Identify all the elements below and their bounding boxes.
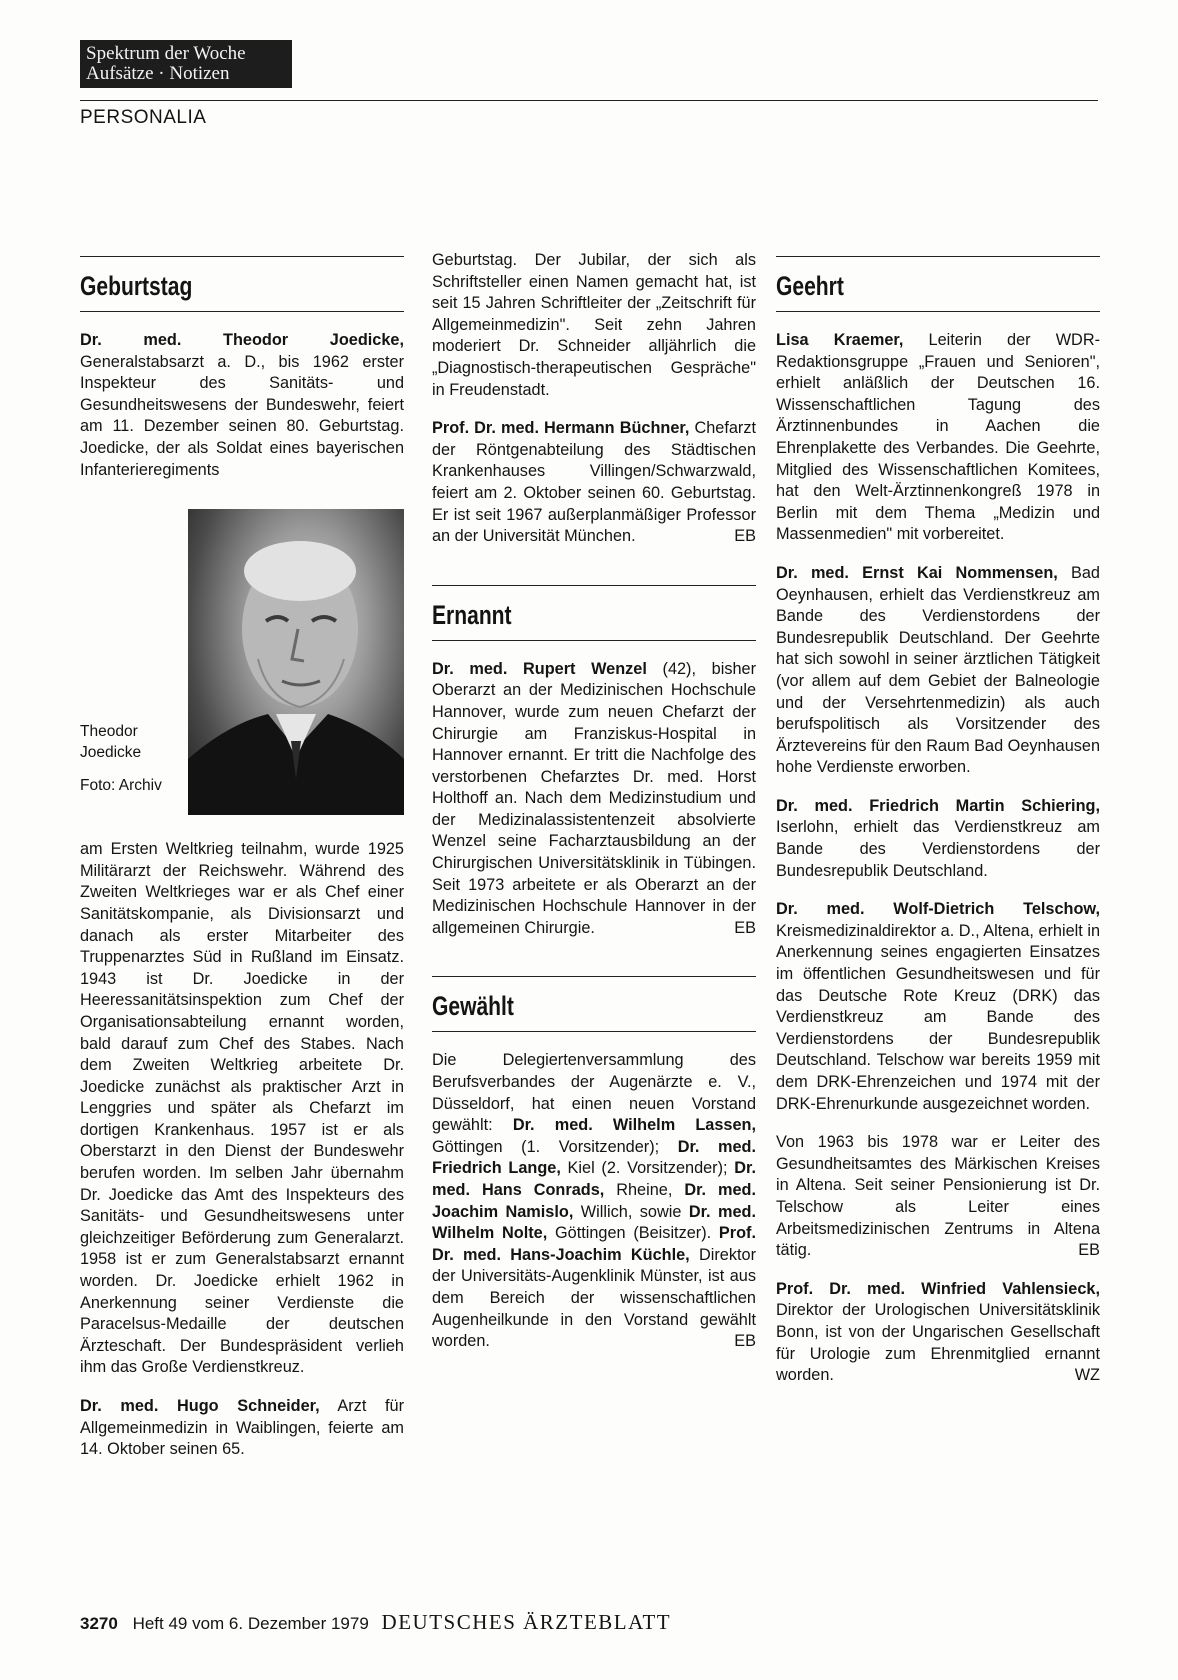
person-name: Dr. med. Joachim Namislo, bbox=[432, 1181, 756, 1221]
photo-caption-name: Theodor Joedicke bbox=[80, 723, 142, 762]
article-text: Generalstabsarzt a. D., bis 1962 erster Inspekteur des Sanitäts- und Gesundheitswesens der Bundeswehr, feiert am 11. Dezember seinen 80. Geburtstag. Joedicke, der als Soldat eines bayerischen Infanterieregiments bbox=[80, 352, 404, 479]
column-2 bbox=[432, 250, 756, 1353]
article-schiering bbox=[776, 796, 1100, 882]
article-kraemer bbox=[776, 330, 1100, 546]
article-wenzel bbox=[432, 659, 756, 940]
person-name: Dr. med. Hugo Schneider, bbox=[80, 1397, 320, 1415]
author-signature: EB bbox=[1078, 1241, 1100, 1260]
author-signature: WZ bbox=[1074, 1366, 1100, 1385]
person-name: Dr. med. Wilhelm Lassen, bbox=[512, 1116, 756, 1135]
article-text: Leiterin der WDR-Redaktionsgruppe „Frauen und Senioren", erhielt anläßlich der Deutschen 16. Wissenschaftlichen Tagung des Ärztinnenbundes in Aachen die Ehrenplakette des Verbandes. Die Geehrte, Mitglied des Wissenschaftlichen Komitees, hat den Welt-Ärztinnenkongreß 1978 in Berlin mit dem Thema „Medizin und Massenmedien" mit vorbereitet. bbox=[776, 331, 1100, 544]
article-text: Chefarzt der Röntgenabteilung des Städtischen Krankenhauses Villingen/Schwarzwald, feiert am 2. Oktober seinen 60. Geburtstag. Er ist seit 1967 außerplanmäßiger Professor an der Universität München. bbox=[432, 419, 756, 546]
person-name: Prof. Dr. med. Winfried Vahlensieck, bbox=[776, 1279, 1100, 1298]
article-augenaerzte bbox=[432, 1050, 756, 1352]
portrait-photo bbox=[188, 509, 404, 815]
article-nommensen bbox=[776, 563, 1100, 779]
article-schneider-body: Geburtstag. Der Jubilar, der sich als Schriftsteller einen Namen gemacht hat, ist seit 15 Jahren Schriftleiter der „Zeitschrift für Allgemeinmedizin". Seit zehn Jahren moderiert Dr. Schneider alljährlich die „Diagnostisch-therapeutischen Gespräche" in Freudenstadt. bbox=[432, 251, 756, 399]
article-text: Direktor der Universitäts-Augenklinik Münster, ist aus dem Bereich der wissenschaftlichen Augenheilkunde in den Vorstand gewählt worden. bbox=[432, 1245, 756, 1351]
person-name: Dr. med. Ernst Kai Nommensen, bbox=[776, 563, 1058, 582]
article-text: Direktor der Urologischen Universitätsklinik Bonn, ist von der Ungarischen Gesellschaft für Urologie zum Ehrenmitglied ernannt worden. bbox=[776, 1301, 1100, 1385]
person-name: Dr. med. Wilhelm Nolte, bbox=[432, 1202, 756, 1243]
article-joedicke-intro bbox=[80, 330, 404, 481]
article-text: Iserlohn, erhielt das Verdienstkreuz am Bande des Verdienstordens der Bundesrepublik Deutschland. bbox=[776, 818, 1100, 880]
journal-name: DEUTSCHES ÄRZTEBLATT bbox=[381, 1610, 672, 1634]
person-name: Dr. med. Theodor Joedicke, bbox=[80, 331, 404, 349]
article-telschow-cont bbox=[776, 1132, 1100, 1262]
person-name: Dr. med. Friedrich Martin Schiering, bbox=[776, 796, 1100, 815]
rubric-geehrt bbox=[776, 256, 1100, 312]
article-text: Kiel (2. Vorsitzender); bbox=[560, 1159, 735, 1178]
article-text: Bad Oeynhausen, erhielt das Verdienstkreuz am Bande des Verdienstordens der Bundesrepublik Deutschland. Der Geehrte hat sich sowohl in seiner ärztlichen Tätigkeit (vor allem auf dem Gebiet der Balneologie und der Versehrtenmedizin) als auch berufspolitisch als Vorsitzender des Ärztevereins für den Raum Bad Oeynhausen hohe Verdienste erworben. bbox=[776, 563, 1100, 777]
article-text: Von 1963 bis 1978 war er Leiter des Gesundheitsamtes des Märkischen Kreises in Altena. Seit seiner Pensionierung ist Dr. Telschow als Leiter eines Arbeitsmedizinischen Zentrums in Altena tätig. bbox=[776, 1133, 1100, 1260]
heading-geburtstag: Geburtstag bbox=[80, 271, 193, 301]
article-buechner bbox=[432, 418, 756, 548]
article-text: Die Delegiertenversammlung des Berufsverbandes der Augenärzte e. V., Düsseldorf, hat einen neuen Vorstand gewählt: bbox=[432, 1051, 756, 1135]
masthead bbox=[80, 40, 292, 88]
column-3 bbox=[776, 256, 1100, 1387]
heading-gewaehlt: Gewählt bbox=[432, 991, 514, 1022]
portrait-illustration bbox=[188, 509, 404, 815]
top-rule bbox=[80, 100, 1098, 101]
section-label: PERSONALIA bbox=[80, 107, 207, 128]
person-name: Dr. med. Wolf-Dietrich Telschow, bbox=[776, 900, 1100, 919]
photo-block bbox=[80, 509, 404, 831]
article-text: Arzt für Allgemeinmedizin in Waiblingen, feierte am 14. Oktober seinen 65. bbox=[80, 1397, 405, 1459]
masthead-line1: Spektrum der Woche bbox=[86, 43, 246, 64]
article-telschow bbox=[776, 899, 1100, 1115]
rubric-ernannt bbox=[432, 585, 756, 641]
person-name: Prof. Dr. med. Hermann Büchner, bbox=[432, 419, 690, 438]
article-vahlensieck bbox=[776, 1279, 1100, 1387]
issue-info: Heft 49 vom 6. Dezember 1979 bbox=[132, 1614, 369, 1633]
article-text: Rheine, bbox=[604, 1181, 685, 1199]
article-schneider-intro bbox=[80, 1396, 404, 1461]
article-joedicke-body: am Ersten Weltkrieg teilnahm, wurde 1925 Militärarzt der Reichswehr. Während des Zweiten Weltkrieges war er als Chef einer Sanitätskompanie, als Divisionsarzt und danach als erster Mitarbeiter des Truppenarztes Süd in Rußland im Einsatz. 1943 ist Dr. Joedicke in der Heeressanitätsinspektion zum Chef der Organisationsabteilung ernannt worden, bald darauf zum Chef des Stabes. Nach dem Zweiten Weltkrieg arbeitete Dr. Joedicke zunächst als praktischer Arzt in Lenggries und später als Chefarzt im dortigen Krankenhaus. 1957 ist er als Oberstarzt in den Dienst der Bundeswehr berufen worden. Im selben Jahr übernahm Dr. Joedicke das Amt des Inspekteurs des Sanitäts- und Gesundheitswesens unter gleichzeitiger Beförderung zum Generalarzt. 1958 ist er zum Generalstabsarzt ernannt worden. Dr. Joedicke erhielt 1962 in Anerkennung seiner Verdienste die Paracelsus-Medaille der deutschen Ärzteschaft. Der Bundespräsident verlieh ihm das Große Verdienstkreuz. bbox=[80, 840, 404, 1377]
page-footer bbox=[80, 1610, 1098, 1635]
author-signature: EB bbox=[734, 527, 756, 546]
rubric-gewaehlt bbox=[432, 976, 756, 1032]
column-1 bbox=[80, 256, 404, 1461]
page-number: 3270 bbox=[80, 1614, 118, 1633]
heading-ernannt: Ernannt bbox=[432, 599, 512, 630]
article-text: Willich, sowie bbox=[573, 1202, 689, 1221]
author-signature: EB bbox=[734, 918, 756, 937]
person-name: Dr. med. Rupert Wenzel bbox=[432, 659, 647, 678]
person-name: Prof. Dr. med. Hans-Joachim Küchle, bbox=[432, 1224, 756, 1264]
article-text: (42), bisher Oberarzt an der Medizinischen Hochschule Hannover, wurde zum neuen Chefarzt der Chirurgie am Franziskus-Hospital in Hannover ernannt. Er tritt die Nachfolge des verstorbenen Chefarztes Dr. med. Horst Holthoff an. Nach dem Medizinstudium und der Medizinalassistentenzeit absolvierte Wenzel seine Facharztausbildung an der Chirurgischen Universitätsklinik in Tübingen. Seit 1973 arbeitete er als Oberarzt an der Medizinischen Hochschule Hannover in der allgemeinen Chirurgie. bbox=[432, 659, 756, 937]
article-text: Göttingen (1. Vorsitzender); bbox=[432, 1137, 678, 1156]
person-name: Dr. med. Hans Conrads, bbox=[432, 1159, 756, 1199]
article-text: Göttingen (Beisitzer). bbox=[547, 1224, 719, 1243]
person-name: Dr. med. Friedrich Lange, bbox=[432, 1137, 756, 1178]
rubric-geburtstag bbox=[80, 256, 404, 312]
photo-caption-credit: Foto: Archiv bbox=[80, 777, 162, 795]
person-name: Lisa Kraemer, bbox=[776, 331, 904, 349]
masthead-line2: Aufsätze · Notizen bbox=[86, 63, 230, 84]
author-signature: EB bbox=[734, 1332, 756, 1351]
article-text: Kreismedizinaldirektor a. D., Altena, erhielt in Anerkennung seines engagierten Einsatzes im öffentlichen Gesundheitswesen und für das Deutsche Rote Kreuz (DRK) das Verdienstkreuz am Bande des Verdienstordens der Bundesrepublik Deutschland. Telschow war bereits 1959 mit dem DRK-Ehrenzeichen und 1974 mit der DRK-Ehrenurkunde ausgezeichnet worden. bbox=[776, 921, 1100, 1113]
heading-geehrt: Geehrt bbox=[776, 271, 844, 301]
